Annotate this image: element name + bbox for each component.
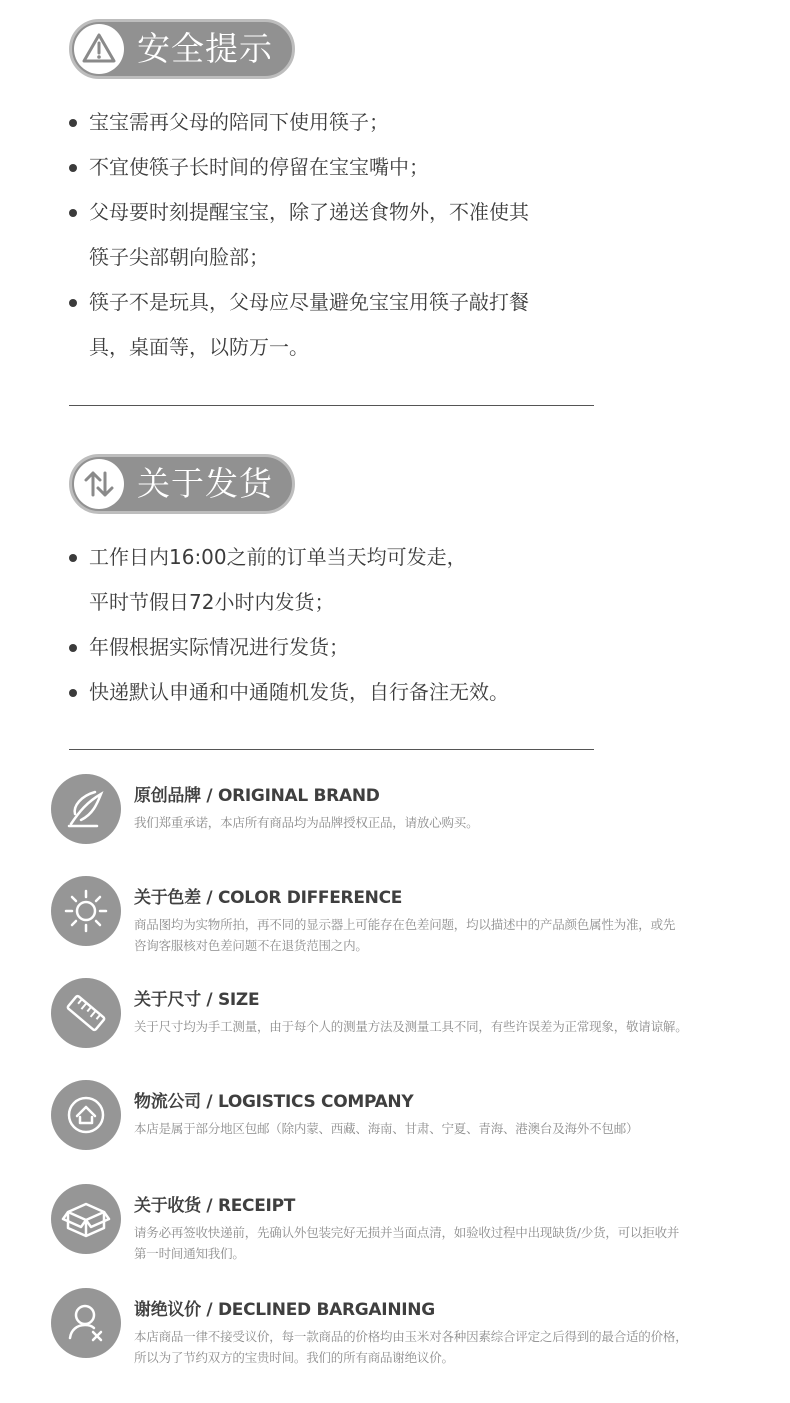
info-title: 谢绝议价 / DECLINED BARGAINING — [134, 1300, 435, 1320]
ruler-icon — [51, 978, 121, 1048]
exchange-arrows-icon — [74, 459, 124, 509]
info-item-receipt — [51, 1184, 761, 1264]
info-title: 关于尺寸 / SIZE — [134, 990, 260, 1010]
sun-icon — [51, 876, 121, 946]
info-title: 原创品牌 / ORIGINAL BRAND — [134, 786, 380, 806]
info-title: 关于收货 / RECEIPT — [134, 1196, 296, 1216]
shipping-list — [69, 535, 629, 715]
person-decline-icon — [51, 1288, 121, 1358]
info-item-declined-bargaining — [51, 1288, 761, 1368]
list-item: 宝宝需再父母的陪同下使用筷子； — [69, 100, 629, 145]
info-text: 我们郑重承诺，本店所有商品均为品牌授权正品，请放心购买。 — [134, 815, 479, 830]
safety-header — [69, 19, 295, 79]
list-item: 父母要时刻提醒宝宝，除了递送食物外，不准使其 筷子尖部朝向脸部； — [69, 190, 629, 280]
info-item-logistics — [51, 1080, 761, 1160]
safety-list — [69, 100, 629, 370]
upload-circle-icon — [51, 1080, 121, 1150]
divider — [69, 405, 594, 406]
info-item-size — [51, 978, 761, 1058]
info-text: 商品图均为实物所拍，再不同的显示器上可能存在色差问题，均以描述中的产品颜色属性为准，或先 咨询客服核对色差问题不在退货范围之内。 — [134, 917, 676, 953]
package-icon — [51, 1184, 121, 1254]
list-item: 快递默认申通和中通随机发货，自行备注无效。 — [69, 670, 629, 715]
info-text: 本店是属于部分地区包邮（除内蒙、西藏、海南、甘肃、宁夏、青海、港澳台及海外不包邮） — [134, 1121, 639, 1136]
info-title: 物流公司 / LOGISTICS COMPANY — [134, 1092, 414, 1112]
info-text: 请务必再签收快递前，先确认外包装完好无损并当面点清，如验收过程中出现缺货/少货，可以拒收并 第一时间通知我们。 — [134, 1225, 680, 1261]
divider — [69, 749, 594, 750]
list-item: 工作日内16:00之前的订单当天均可发走， 平时节假日72小时内发货； — [69, 535, 629, 625]
info-title: 关于色差 / COLOR DIFFERENCE — [134, 888, 403, 908]
warning-icon — [74, 24, 124, 74]
feather-icon — [51, 774, 121, 844]
info-text: 本店商品一律不接受议价，每一款商品的价格均由玉米对各种因素综合评定之后得到的最合适的价格， 所以为了节约双方的宝贵时间。我们的所有商品谢绝议价。 — [134, 1329, 688, 1365]
shipping-title: 关于发货 — [137, 464, 273, 503]
safety-title: 安全提示 — [137, 29, 273, 68]
info-item-original-brand — [51, 774, 761, 854]
list-item: 不宜使筷子长时间的停留在宝宝嘴中； — [69, 145, 629, 190]
info-text: 关于尺寸均为手工测量，由于每个人的测量方法及测量工具不同，有些许误差为正常现象，敬请谅解。 — [134, 1019, 688, 1034]
info-item-color-difference — [51, 876, 761, 956]
list-item: 年假根据实际情况进行发货； — [69, 625, 629, 670]
shipping-header — [69, 454, 295, 514]
list-item: 筷子不是玩具，父母应尽量避免宝宝用筷子敲打餐 具，桌面等，以防万一。 — [69, 280, 629, 370]
